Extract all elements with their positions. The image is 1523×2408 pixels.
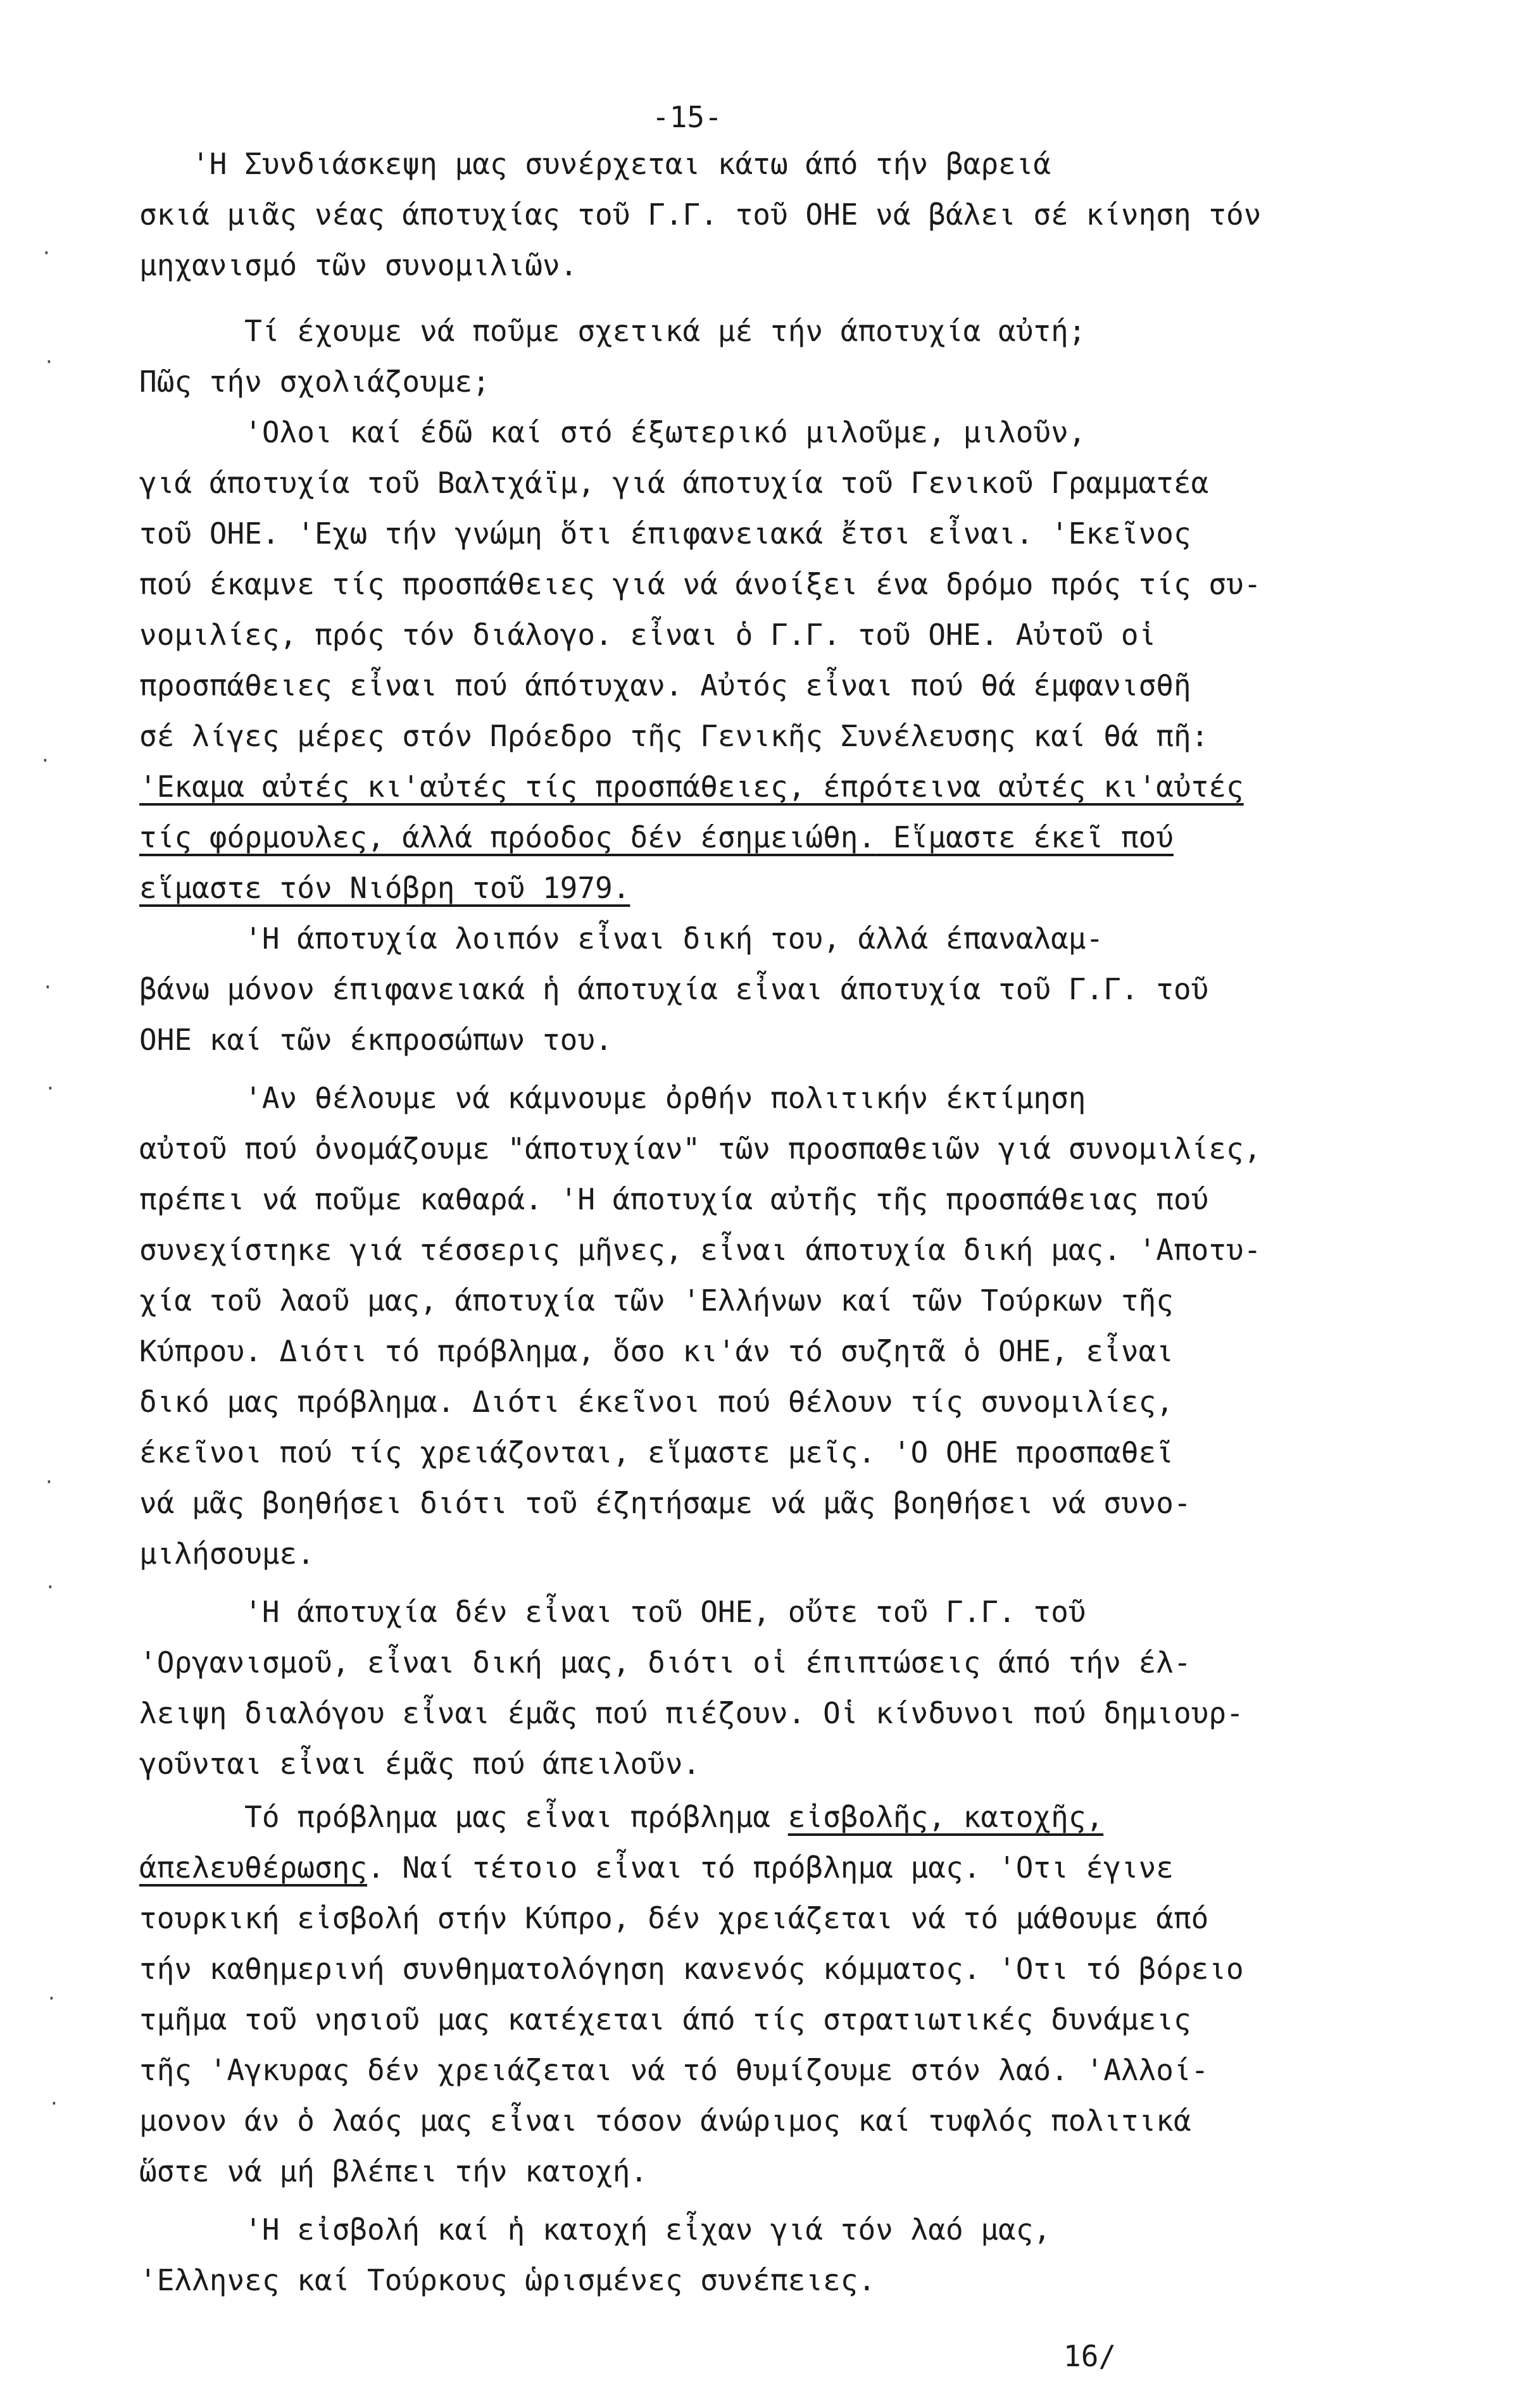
margin-speck: ·	[44, 975, 51, 1000]
margin-speck: ·	[48, 1986, 55, 2011]
text-line: 'Οργανισμοῦ, εἶναι δική μας, διότι οἱ έπιπτώσεις άπό τήν έλ-	[139, 1645, 1191, 1680]
text-line: τῆς 'Αγκυρας δέν χρειάζεται νά τό θυμίζουμε στόν λαό. 'Αλλοί-	[139, 2053, 1209, 2087]
text-line: 'Αν θέλουμε νά κάμνουμε ὀρθήν πολιτικήν έκτίμηση	[139, 1081, 1086, 1115]
underlined-quote-line: εἵμαστε τόν Νιόβρη τοῦ 1979.	[139, 871, 630, 905]
margin-speck: ·	[46, 1469, 53, 1495]
text-line: 'Η εἰσβολή καί ἡ κατοχή εἶχαν γιά τόν λαό μας,	[139, 2212, 1051, 2247]
margin-speck: ·	[47, 1575, 54, 1600]
text-line: ὥστε νά μή βλέπει τήν κατοχή.	[139, 2154, 648, 2188]
text-line: Πῶς τήν σχολιάζουμε;	[139, 365, 490, 399]
text-line: Κύπρου. Διότι τό πρόβλημα, ὅσο κι'άν τό συζητᾶ ὁ ΟΗΕ, εἶναι	[139, 1334, 1174, 1368]
text-line: συνεχίστηκε γιά τέσσερις μῆνες, εἶναι άποτυχία δική μας. 'Αποτυ-	[139, 1233, 1262, 1267]
problem-text: Τό πρόβλημα μας εἶναι πρόβλημα	[139, 1800, 788, 1834]
text-line-problem-2	[139, 1850, 1174, 1885]
problem-text: . Ναί τέτοιο εἶναι τό πρόβλημα μας. 'Οτι έγινε	[367, 1850, 1174, 1885]
text-line: 'Ολοι καί έδῶ καί στό έξωτερικό μιλοῦμε, μιλοῦν,	[139, 415, 1086, 449]
text-line: 'Η Συνδιάσκεψη μας συνέρχεται κάτω άπό τήν βαρειά	[139, 147, 1051, 181]
underlined-quote-line-wrap	[139, 820, 1174, 854]
text-line: έκεῖνοι πού τίς χρειάζονται, εἵμαστε μεῖς. 'Ο ΟΗΕ προσπαθεῖ	[139, 1435, 1174, 1469]
underlined-phrase: εἰσβολῆς, κατοχῆς,	[787, 1800, 1104, 1834]
text-line: γιά άποτυχία τοῦ Βαλτχάϊμ, γιά άποτυχία τοῦ Γενικοῦ Γραμματέα	[139, 466, 1209, 500]
text-line: μηχανισμό τῶν συνομιλιῶν.	[139, 248, 578, 282]
text-line: προσπάθειες εἶναι πού άπότυχαν. Αὐτός εἶναι πού θά έμφανισθῆ	[139, 668, 1191, 702]
margin-speck: ·	[46, 349, 53, 375]
underlined-tail: Εἵμαστε έκεῖ πού	[875, 820, 1174, 854]
next-page-marker: 16/	[1063, 2339, 1117, 2373]
text-line: μιλήσουμε.	[139, 1537, 315, 1571]
text-line: σέ λίγες μέρες στόν Πρόεδρο τῆς Γενικῆς Συνέλευσης καί θά πῆ:	[139, 719, 1209, 753]
text-line: γοῦνται εἶναι έμᾶς πού άπειλοῦν.	[139, 1747, 701, 1781]
text-line: 'Ελληνες καί Τούρκους ὡρισμένες συνέπειες.	[139, 2263, 876, 2297]
text-line: βάνω μόνον έπιφανειακά ἡ άποτυχία εἶναι άποτυχία τοῦ Γ.Γ. τοῦ	[139, 972, 1209, 1006]
text-line: πρέπει νά ποῦμε καθαρά. 'Η άποτυχία αὐτῆς τῆς προσπάθειας πού	[139, 1182, 1209, 1216]
text-line: αὐτοῦ πού ὀνομάζουμε "άποτυχίαν" τῶν προσπαθειῶν γιά συνομιλίες,	[139, 1132, 1262, 1166]
text-line: σκιά μιᾶς νέας άποτυχίας τοῦ Γ.Γ. τοῦ ΟΗΕ νά βάλει σέ κίνηση τόν	[139, 197, 1262, 232]
underlined-phrase: άπελευθέρωσης	[139, 1850, 368, 1885]
text-line: πού έκαμνε τίς προσπάθειες γιά νά άνοίξει ένα δρόμο πρός τίς συ-	[139, 567, 1262, 601]
text-line: 'Η άποτυχία λοιπόν εἶναι δική του, άλλά έπαναλαμ-	[139, 921, 1104, 956]
margin-speck: ·	[42, 748, 49, 773]
text-line: τήν καθημερινή συνθηματολόγηση κανενός κόμματος. 'Οτι τό βόρειο	[139, 1952, 1244, 1986]
text-line: μονον άν ὁ λαός μας εἶναι τόσον άνώριμος καί τυφλός πολιτικά	[139, 2104, 1191, 2138]
page-number: -15-	[652, 100, 722, 134]
text-line: χία τοῦ λαοῦ μας, άποτυχία τῶν 'Ελλήνων καί τῶν Τούρκων τῆς	[139, 1283, 1174, 1318]
text-line: Τί έχουμε νά ποῦμε σχετικά μέ τήν άποτυχία αὐτή;	[139, 314, 1086, 348]
text-line: νομιλίες, πρός τόν διάλογο. εἶναι ὁ Γ.Γ. τοῦ ΟΗΕ. Αὐτοῦ οἱ	[139, 618, 1156, 652]
underlined-quote-line: 'Εκαμα αὐτές κι'αὐτές τίς προσπάθειες, έπρότεινα αὐτές κι'αὐτές	[139, 770, 1244, 804]
text-line: τμῆμα τοῦ νησιοῦ μας κατέχεται άπό τίς στρατιωτικές δυνάμεις	[139, 2002, 1191, 2037]
text-line-problem	[139, 1800, 1104, 1834]
text-line: τουρκική εἰσβολή στήν Κύπρο, δέν χρειάζεται νά τό μάθουμε άπό	[139, 1901, 1209, 1935]
text-line: δικό μας πρόβλημα. Διότι έκεῖνοι πού θέλουν τίς συνομιλίες,	[139, 1385, 1174, 1419]
text-line: 'Η άποτυχία δέν εἶναι τοῦ ΟΗΕ, οὔτε τοῦ Γ.Γ. τοῦ	[139, 1595, 1086, 1629]
text-line: νά μᾶς βοηθήσει διότι τοῦ έζητήσαμε νά μᾶς βοηθήσει νά συνο-	[139, 1486, 1191, 1520]
margin-speck: ·	[51, 2091, 58, 2116]
underlined-quote-text: τίς φόρμουλες, άλλά πρόοδος δέν έσημειώθη.	[139, 820, 876, 854]
margin-speck: ·	[47, 1076, 54, 1101]
text-line: τοῦ ΟΗΕ. 'Εχω τήν γνώμη ὅτι έπιφανειακά ἔτσι εἶναι. 'Εκεῖνος	[139, 516, 1191, 551]
text-line: ΟΗΕ καί τῶν έκπροσώπων του.	[139, 1023, 613, 1057]
margin-speck: ·	[43, 240, 50, 266]
text-line: λειψη διαλόγου εἶναι έμᾶς πού πιέζουν. Οἱ κίνδυνοι πού δημιουρ-	[139, 1696, 1244, 1730]
